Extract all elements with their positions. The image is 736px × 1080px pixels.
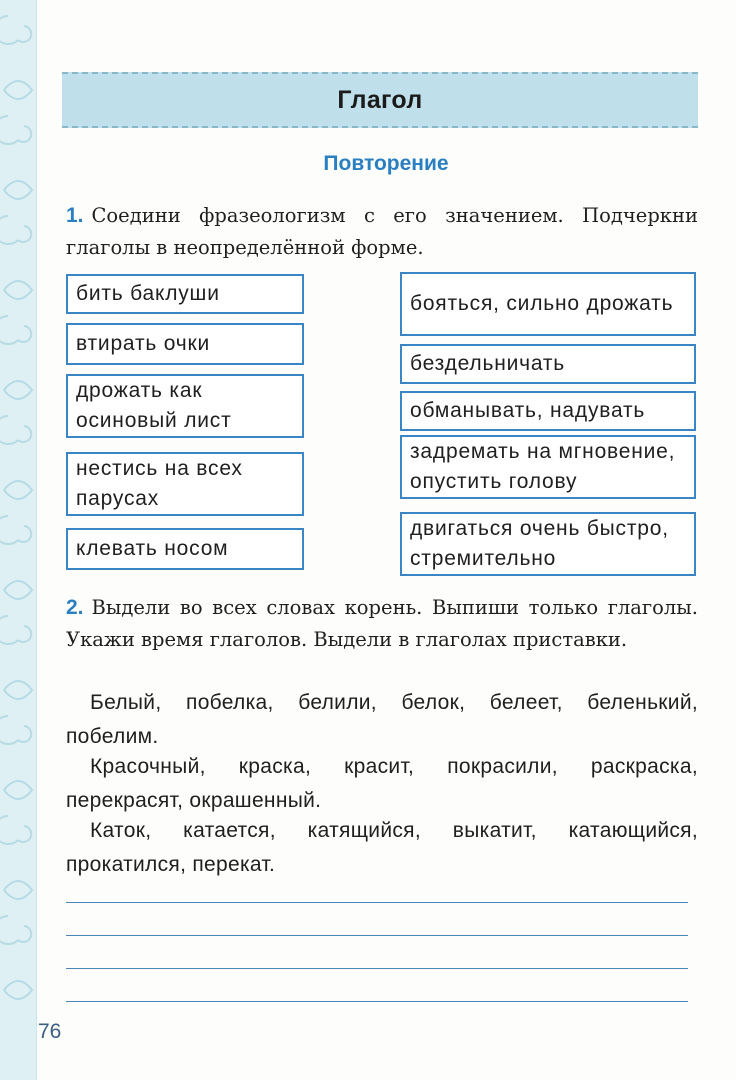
answer-line-1[interactable] <box>66 902 688 903</box>
word-group-1: Белый, побелка, белили, белок, белеет, беленький, побелим. <box>66 691 698 748</box>
meaning-box-right-3[interactable]: обманывать, надувать <box>400 391 696 431</box>
answer-line-4[interactable] <box>66 1001 688 1002</box>
meaning-box-right-1[interactable]: бояться, сильно дрожать <box>400 272 696 336</box>
swirl-pattern-icon <box>0 0 36 1080</box>
task-2-text: Выдели во всех словах корень. Выпиши только глаголы. Укажи время глаголов. Выдели в глаголах приставки. <box>66 596 698 651</box>
word-group-2: Красочный, краска, красит, покрасили, раскраска, перекрасят, окрашенный. <box>66 755 698 812</box>
meaning-box-right-4[interactable]: задремать на мгновение, опустить голову <box>400 435 696 499</box>
decorative-margin <box>0 0 37 1080</box>
task-2-instruction <box>66 592 698 656</box>
phrase-box-left-2[interactable]: втирать очки <box>66 323 304 365</box>
task-2-number: 2. <box>66 596 84 619</box>
page-number: 76 <box>38 1020 62 1043</box>
phrase-box-left-1[interactable]: бить баклуши <box>66 274 304 314</box>
chapter-title: Глагол <box>337 85 423 114</box>
phrase-box-left-3[interactable]: дрожать как осиновый лист <box>66 374 304 438</box>
section-subtitle: Повторение <box>323 152 449 175</box>
task-1-instruction <box>66 200 698 264</box>
word-group-3: Каток, катается, катящийся, выкатит, катающийся, прокатился, перекат. <box>66 819 698 876</box>
task-1-text: Соедини фразеологизм с его значением. Подчеркни глаголы в неопределённой форме. <box>66 204 698 259</box>
task-1-number: 1. <box>66 204 84 227</box>
answer-line-2[interactable] <box>66 935 688 936</box>
phrase-box-left-5[interactable]: клевать носом <box>66 528 304 570</box>
meaning-box-right-5[interactable]: двигаться очень быстро, стремительно <box>400 512 696 576</box>
phrase-box-left-4[interactable]: нестись на всех парусах <box>66 452 304 516</box>
meaning-box-right-2[interactable]: бездельничать <box>400 344 696 384</box>
answer-line-3[interactable] <box>66 968 688 969</box>
chapter-title-band <box>62 72 698 128</box>
